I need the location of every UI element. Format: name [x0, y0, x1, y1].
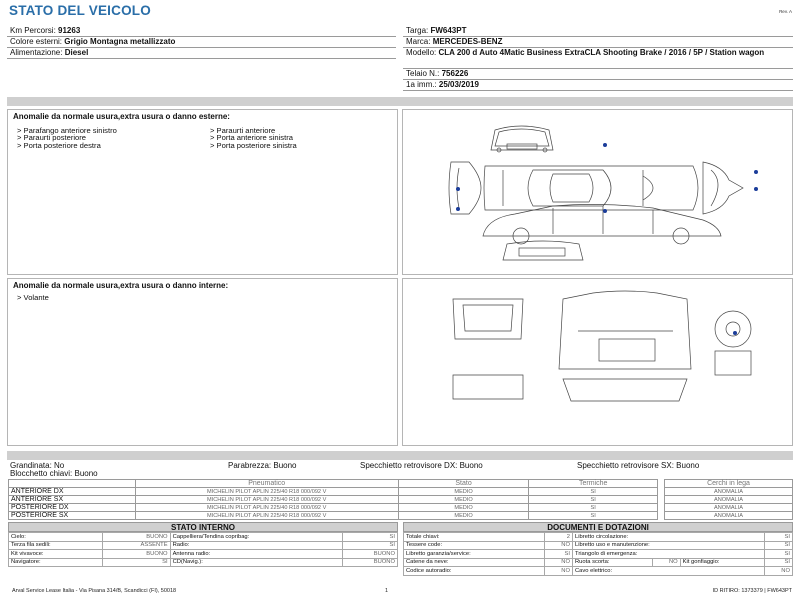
model-row	[403, 48, 793, 69]
table-row	[9, 504, 658, 512]
list-item: > Paraurti anteriore	[210, 127, 297, 134]
table-row	[9, 488, 658, 496]
field-value: SI	[342, 541, 397, 550]
field-label: Cappelliera/Tendina copribag:	[170, 533, 342, 542]
field-value: SI	[342, 533, 397, 542]
field-label: Catene da neve:	[404, 558, 545, 567]
damage-marker	[733, 331, 737, 335]
field-label: Radio:	[170, 541, 342, 550]
revision-label: Rev. A	[779, 9, 792, 14]
tyre-model: MICHELIN PILOT APLIN 225/40 R18 000/092 V	[135, 488, 398, 496]
external-damage-title: Anomalie da normale usura,extra usura o danno esterne:	[13, 112, 230, 121]
car-interior-diagram	[403, 279, 794, 447]
fuel-row	[7, 48, 396, 59]
tyre-model: MICHELIN PILOT APLIN 225/40 R18 000/092 V	[135, 512, 398, 520]
brand-row	[403, 37, 793, 48]
column-header	[9, 480, 136, 488]
field-label: Kit gonfiaggio:	[680, 558, 765, 567]
tyre-winter: SI	[529, 512, 658, 520]
field-label: Ruota scorta:	[573, 558, 653, 567]
table-row	[404, 567, 793, 576]
key-lock-status: Blocchetto chiavi: Buono	[10, 469, 98, 478]
tyre-position: POSTERIORE SX	[9, 512, 136, 520]
internal-damage-panel	[7, 278, 398, 446]
tyre-winter: SI	[529, 496, 658, 504]
registration-row	[403, 80, 793, 91]
section-divider	[7, 97, 793, 106]
fuel-value: Diesel	[64, 48, 89, 57]
column-header: Stato	[398, 480, 529, 488]
mirror-right-status: Specchietto retrovisore DX: Buono	[360, 461, 483, 470]
list-item: > Paraurti posteriore	[17, 134, 117, 141]
footer-id: ID RITIRO: 1373379 | FW643PT	[712, 588, 792, 594]
km-value: 91263	[58, 26, 81, 35]
list-item: > Volante	[17, 294, 49, 301]
field-label: CD(Navig.):	[170, 558, 342, 567]
rim-state: ANOMALIA	[665, 512, 793, 520]
brand-value: MERCEDES-BENZ	[432, 37, 503, 46]
rims-table	[664, 479, 793, 520]
field-value: ASSENTE	[103, 541, 171, 550]
tyre-state: MEDIO	[398, 496, 529, 504]
column-header: Cerchi in lega	[665, 480, 793, 488]
table-row	[404, 550, 793, 559]
rim-state: ANOMALIA	[665, 504, 793, 512]
table-header	[9, 480, 658, 488]
plate-label: Targa:	[406, 26, 429, 35]
documents-title: DOCUMENTI E DOTAZIONI	[403, 522, 793, 532]
field-value: NO	[545, 567, 573, 576]
field-label: Codice autoradio:	[404, 567, 545, 576]
damage-marker	[603, 143, 607, 147]
tyre-winter: SI	[529, 488, 658, 496]
list-item: > Porta posteriore destra	[17, 142, 117, 149]
table-row	[9, 558, 398, 567]
vehicle-info-right	[403, 26, 793, 91]
field-value: SI	[765, 558, 793, 567]
registration-label: 1a imm.:	[406, 80, 437, 89]
color-row	[7, 37, 396, 48]
field-value: BUONO	[342, 558, 397, 567]
page-title: STATO DEL VEICOLO	[9, 3, 151, 18]
table-row	[665, 504, 793, 512]
field-value: SI	[765, 550, 793, 559]
external-damage-panel	[7, 109, 398, 275]
list-item: > Porta anteriore sinistra	[210, 134, 297, 141]
footer-company: Arval Service Lease Italia - Via Pisana 314/B, Scandicci (FI), 50018	[12, 588, 177, 594]
field-label: Navigatore:	[9, 558, 103, 567]
field-value: NO	[545, 541, 573, 550]
damage-marker	[603, 209, 607, 213]
interior-state-table	[8, 532, 398, 567]
internal-damage-col	[17, 294, 49, 301]
rim-state: ANOMALIA	[665, 496, 793, 504]
table-row	[9, 496, 658, 504]
model-value: CLA 200 d Auto 4Matic Business ExtraCLA Shooting Brake / 2016 / 5P / Station wagon	[438, 48, 765, 57]
tyre-state: MEDIO	[398, 512, 529, 520]
model-label: Modello:	[406, 48, 437, 57]
field-value: 2	[545, 533, 573, 542]
table-row	[9, 512, 658, 520]
brand-label: Marca:	[406, 37, 431, 46]
table-row	[665, 496, 793, 504]
tyre-state: MEDIO	[398, 488, 529, 496]
rim-state: ANOMALIA	[665, 488, 793, 496]
tyres-table	[8, 479, 658, 520]
fuel-label: Alimentazione:	[10, 48, 63, 57]
table-row	[9, 533, 398, 542]
external-damage-col2	[210, 127, 297, 149]
tyre-position: POSTERIORE DX	[9, 504, 136, 512]
field-value: SI	[545, 550, 573, 559]
exterior-diagram-panel	[402, 109, 793, 275]
field-label: Antenna radio:	[170, 550, 342, 559]
field-value: SI	[765, 541, 793, 550]
field-label: Libretto uso e manutenzione:	[573, 541, 765, 550]
field-value: BUONO	[103, 533, 171, 542]
table-header	[665, 480, 793, 488]
field-label: Terza fila sedili:	[9, 541, 103, 550]
damage-marker	[754, 170, 758, 174]
car-exterior-diagram	[403, 110, 794, 276]
tyre-model: MICHELIN PILOT APLIN 225/40 R18 000/092 V	[135, 496, 398, 504]
field-label: Totale chiavi:	[404, 533, 545, 542]
field-label: Triangolo di emergenza:	[573, 550, 765, 559]
interior-diagram-panel	[402, 278, 793, 446]
list-item: > Porta posteriore sinistra	[210, 142, 297, 149]
field-label: Libretto circolazione:	[573, 533, 765, 542]
field-label: Libretto garanzia/service:	[404, 550, 545, 559]
color-value: Grigio Montagna metallizzato	[64, 37, 176, 46]
windshield-status: Parabrezza: Buono	[228, 461, 297, 470]
field-value: SI	[765, 533, 793, 542]
field-label: Cielo:	[9, 533, 103, 542]
list-item: > Parafango anteriore sinistro	[17, 127, 117, 134]
registration-value: 25/03/2019	[438, 80, 479, 89]
table-row	[665, 488, 793, 496]
chassis-label: Telaio N.:	[406, 69, 440, 78]
interior-state-title: STATO INTERNO	[8, 522, 398, 532]
field-value: SI	[103, 558, 171, 567]
table-row	[9, 550, 398, 559]
tyre-model: MICHELIN PILOT APLIN 225/40 R18 000/092 V	[135, 504, 398, 512]
table-row	[404, 541, 793, 550]
plate-row	[403, 26, 793, 37]
damage-marker	[456, 187, 460, 191]
damage-marker	[754, 187, 758, 191]
chassis-value: 756226	[441, 69, 469, 78]
tyre-position: ANTERIORE DX	[9, 488, 136, 496]
external-damage-col1	[17, 127, 117, 149]
documents-table	[403, 532, 793, 576]
field-label: Tessere code:	[404, 541, 545, 550]
field-value: BUONO	[103, 550, 171, 559]
table-row	[404, 558, 793, 567]
km-label: Km Percorsi:	[10, 26, 56, 35]
field-label: Cavo elettrico:	[573, 567, 765, 576]
plate-value: FW643PT	[430, 26, 467, 35]
tyre-state: MEDIO	[398, 504, 529, 512]
footer-page-number: 1	[385, 588, 389, 594]
table-row	[9, 541, 398, 550]
hail-status: Grandinata: No	[10, 461, 65, 470]
column-header: Termiche	[529, 480, 658, 488]
vehicle-info-left	[7, 26, 396, 59]
table-row	[665, 512, 793, 520]
field-value: BUONO	[342, 550, 397, 559]
column-header: Pneumatico	[135, 480, 398, 488]
tyre-winter: SI	[529, 504, 658, 512]
mirror-left-status: Specchietto retrovisore SX: Buono	[577, 461, 700, 470]
table-row	[404, 533, 793, 542]
field-label: Kit vivavoce:	[9, 550, 103, 559]
damage-marker	[456, 207, 460, 211]
section-divider	[7, 451, 793, 460]
km-row	[7, 26, 396, 37]
color-label: Colore esterni:	[10, 37, 63, 46]
field-value: NO	[545, 558, 573, 567]
internal-damage-title: Anomalie da normale usura,extra usura o danno interne:	[13, 281, 229, 290]
tyre-position: ANTERIORE SX	[9, 496, 136, 504]
chassis-row	[403, 69, 793, 80]
field-value: NO	[652, 558, 680, 567]
field-value: NO	[765, 567, 793, 576]
